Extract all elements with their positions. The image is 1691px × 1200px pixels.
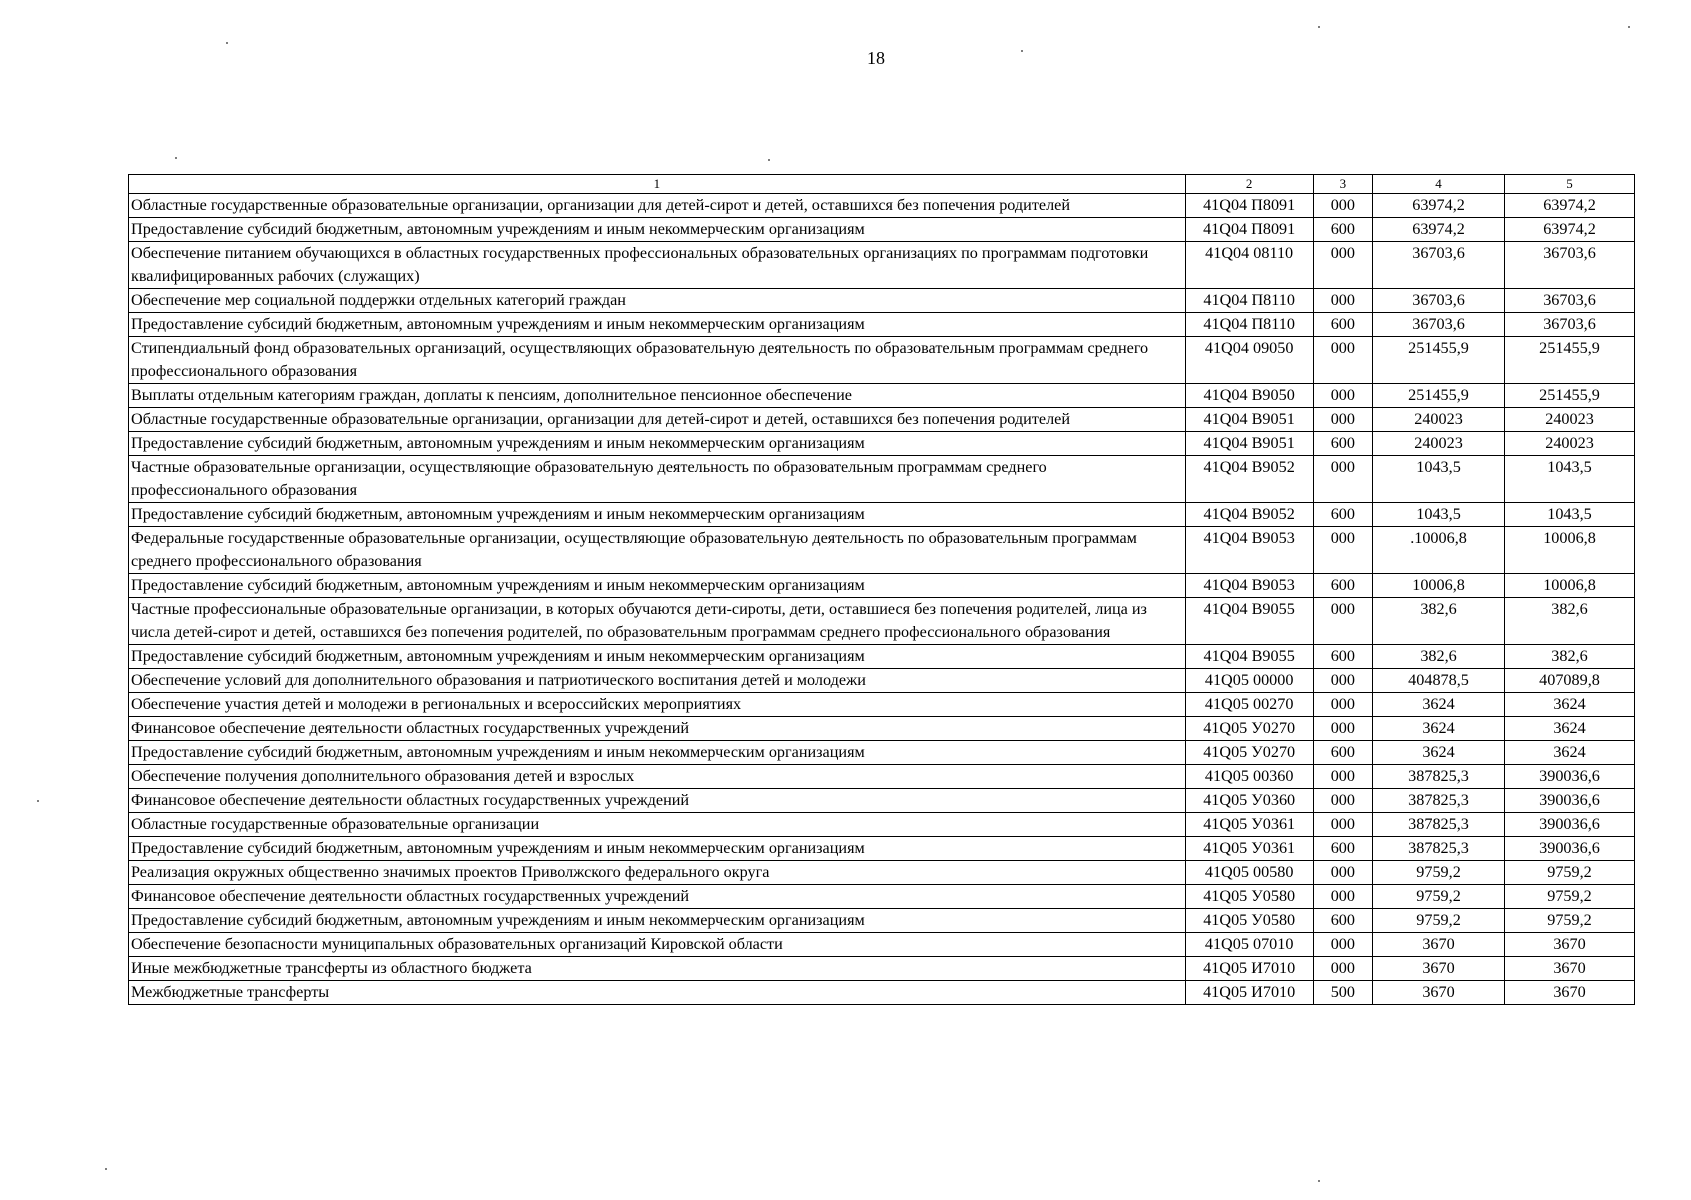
row-name-cell: Областные государственные образовательные организации <box>129 813 1186 837</box>
table-row <box>129 432 1635 456</box>
row-amount-year1-cell: 251455,9 <box>1373 384 1505 408</box>
row-amount-year1-cell: 387825,3 <box>1373 813 1505 837</box>
row-name-cell: Финансовое обеспечение деятельности областных государственных учреждений <box>129 885 1186 909</box>
row-expense-type-cell: 000 <box>1313 861 1372 885</box>
row-amount-year2-cell: 36703,6 <box>1505 242 1635 289</box>
row-amount-year1-cell: 10006,8 <box>1373 574 1505 598</box>
row-amount-year2-cell: 9759,2 <box>1505 861 1635 885</box>
row-amount-year1-cell: 382,6 <box>1373 645 1505 669</box>
row-expense-type-cell: 000 <box>1313 456 1372 503</box>
scan-speck <box>105 1168 107 1170</box>
table-row <box>129 384 1635 408</box>
row-amount-year1-cell: 240023 <box>1373 408 1505 432</box>
row-expense-type-cell: 000 <box>1313 194 1372 218</box>
row-name-cell: Иные межбюджетные трансферты из областного бюджета <box>129 957 1186 981</box>
scan-speck <box>768 159 770 161</box>
row-code-cell: 41Q04 В9051 <box>1185 408 1313 432</box>
table-row <box>129 408 1635 432</box>
row-amount-year1-cell: 3670 <box>1373 957 1505 981</box>
table-row <box>129 693 1635 717</box>
scan-speck <box>226 42 228 44</box>
scan-speck <box>1628 26 1630 28</box>
row-name-cell: Частные образовательные организации, осуществляющие образовательную деятельность по образовательным программам среднего профессионального образования <box>129 456 1186 503</box>
row-amount-year2-cell: 3624 <box>1505 741 1635 765</box>
row-code-cell: 41Q05 00360 <box>1185 765 1313 789</box>
row-amount-year2-cell: 251455,9 <box>1505 337 1635 384</box>
row-name-cell: Стипендиальный фонд образовательных организаций, осуществляющих образовательную деятельность по образовательным программам среднего профессионального образования <box>129 337 1186 384</box>
table-row <box>129 669 1635 693</box>
row-expense-type-cell: 500 <box>1313 981 1372 1005</box>
scan-speck <box>1021 50 1023 52</box>
row-code-cell: 41Q04 В9055 <box>1185 598 1313 645</box>
row-amount-year1-cell: 9759,2 <box>1373 861 1505 885</box>
row-name-cell: Предоставление субсидий бюджетным, автономным учреждениям и иным некоммерческим организациям <box>129 503 1186 527</box>
row-name-cell: Предоставление субсидий бюджетным, автономным учреждениям и иным некоммерческим организациям <box>129 313 1186 337</box>
row-code-cell: 41Q05 07010 <box>1185 933 1313 957</box>
table-row <box>129 289 1635 313</box>
page-number: 18 <box>867 48 885 68</box>
row-expense-type-cell: 000 <box>1313 289 1372 313</box>
row-amount-year1-cell: 387825,3 <box>1373 789 1505 813</box>
row-amount-year2-cell: 3670 <box>1505 957 1635 981</box>
row-amount-year2-cell: 382,6 <box>1505 598 1635 645</box>
row-name-cell: Предоставление субсидий бюджетным, автономным учреждениям и иным некоммерческим организациям <box>129 741 1186 765</box>
row-amount-year1-cell: 36703,6 <box>1373 242 1505 289</box>
table-row <box>129 503 1635 527</box>
row-amount-year1-cell: 36703,6 <box>1373 289 1505 313</box>
row-amount-year2-cell: 9759,2 <box>1505 885 1635 909</box>
table-row <box>129 337 1635 384</box>
budget-table <box>128 174 1635 1005</box>
row-code-cell: 41Q05 У0361 <box>1185 813 1313 837</box>
row-code-cell: 41Q04 В9055 <box>1185 645 1313 669</box>
row-expense-type-cell: 600 <box>1313 432 1372 456</box>
table-row <box>129 861 1635 885</box>
row-amount-year1-cell: 3624 <box>1373 717 1505 741</box>
row-expense-type-cell: 000 <box>1313 693 1372 717</box>
row-code-cell: 41Q04 В9053 <box>1185 574 1313 598</box>
row-name-cell: Обеспечение питанием обучающихся в областных государственных профессиональных образовательных организациях по программам подготовки квалифицированных рабочих (служащих) <box>129 242 1186 289</box>
scan-speck <box>1318 26 1320 28</box>
column-header-2: 2 <box>1185 175 1313 194</box>
table-row <box>129 741 1635 765</box>
row-name-cell: Обеспечение получения дополнительного образования детей и взрослых <box>129 765 1186 789</box>
row-name-cell: Финансовое обеспечение деятельности областных государственных учреждений <box>129 789 1186 813</box>
row-amount-year2-cell: 3624 <box>1505 693 1635 717</box>
row-code-cell: 41Q05 У0360 <box>1185 789 1313 813</box>
row-expense-type-cell: 600 <box>1313 503 1372 527</box>
column-header-5: 5 <box>1505 175 1635 194</box>
table-row <box>129 957 1635 981</box>
row-amount-year1-cell: 387825,3 <box>1373 765 1505 789</box>
row-name-cell: Финансовое обеспечение деятельности областных государственных учреждений <box>129 717 1186 741</box>
row-amount-year2-cell: 390036,6 <box>1505 837 1635 861</box>
row-name-cell: Предоставление субсидий бюджетным, автономным учреждениям и иным некоммерческим организациям <box>129 574 1186 598</box>
row-code-cell: 41Q04 В9052 <box>1185 456 1313 503</box>
table-row <box>129 885 1635 909</box>
table-row <box>129 645 1635 669</box>
row-expense-type-cell: 600 <box>1313 645 1372 669</box>
row-code-cell: 41Q04 П8091 <box>1185 218 1313 242</box>
row-amount-year2-cell: 240023 <box>1505 432 1635 456</box>
row-code-cell: 41Q05 У0270 <box>1185 741 1313 765</box>
row-name-cell: Обеспечение безопасности муниципальных образовательных организаций Кировской области <box>129 933 1186 957</box>
row-code-cell: 41Q04 В9053 <box>1185 527 1313 574</box>
row-amount-year1-cell: 3670 <box>1373 981 1505 1005</box>
header-row <box>129 175 1635 194</box>
row-amount-year2-cell: 3670 <box>1505 933 1635 957</box>
row-expense-type-cell: 600 <box>1313 837 1372 861</box>
scan-speck <box>37 800 39 802</box>
table-row <box>129 598 1635 645</box>
row-amount-year1-cell: 404878,5 <box>1373 669 1505 693</box>
row-code-cell: 41Q05 И7010 <box>1185 957 1313 981</box>
row-expense-type-cell: 000 <box>1313 669 1372 693</box>
table-row <box>129 456 1635 503</box>
row-expense-type-cell: 000 <box>1313 789 1372 813</box>
row-amount-year1-cell: 3624 <box>1373 741 1505 765</box>
row-code-cell: 41Q05 У0361 <box>1185 837 1313 861</box>
row-expense-type-cell: 000 <box>1313 957 1372 981</box>
table-row <box>129 981 1635 1005</box>
row-amount-year1-cell: 251455,9 <box>1373 337 1505 384</box>
table-row <box>129 813 1635 837</box>
row-amount-year1-cell: .10006,8 <box>1373 527 1505 574</box>
row-amount-year2-cell: 390036,6 <box>1505 765 1635 789</box>
row-code-cell: 41Q04 В9052 <box>1185 503 1313 527</box>
table-row <box>129 837 1635 861</box>
row-expense-type-cell: 000 <box>1313 337 1372 384</box>
row-expense-type-cell: 600 <box>1313 313 1372 337</box>
row-expense-type-cell: 600 <box>1313 909 1372 933</box>
row-amount-year1-cell: 3670 <box>1373 933 1505 957</box>
row-name-cell: Выплаты отдельным категориям граждан, доплаты к пенсиям, дополнительное пенсионное обеспечение <box>129 384 1186 408</box>
row-code-cell: 41Q05 У0580 <box>1185 909 1313 933</box>
table-body <box>129 194 1635 1005</box>
row-name-cell: Обеспечение условий для дополнительного образования и патриотического воспитания детей и молодежи <box>129 669 1186 693</box>
column-header-3: 3 <box>1313 175 1372 194</box>
row-amount-year1-cell: 382,6 <box>1373 598 1505 645</box>
row-name-cell: Областные государственные образовательные организации, организации для детей-сирот и детей, оставшихся без попечения родителей <box>129 408 1186 432</box>
table-row <box>129 194 1635 218</box>
row-amount-year1-cell: 1043,5 <box>1373 503 1505 527</box>
row-name-cell: Реализация окружных общественно значимых проектов Приволжского федерального округа <box>129 861 1186 885</box>
row-expense-type-cell: 600 <box>1313 574 1372 598</box>
row-amount-year1-cell: 240023 <box>1373 432 1505 456</box>
table-row <box>129 933 1635 957</box>
row-amount-year2-cell: 3670 <box>1505 981 1635 1005</box>
table-row <box>129 765 1635 789</box>
table-row <box>129 574 1635 598</box>
row-code-cell: 41Q05 00580 <box>1185 861 1313 885</box>
row-name-cell: Предоставление субсидий бюджетным, автономным учреждениям и иным некоммерческим организациям <box>129 837 1186 861</box>
row-amount-year1-cell: 9759,2 <box>1373 885 1505 909</box>
row-amount-year2-cell: 382,6 <box>1505 645 1635 669</box>
row-amount-year2-cell: 240023 <box>1505 408 1635 432</box>
row-code-cell: 41Q05 00000 <box>1185 669 1313 693</box>
row-amount-year2-cell: 251455,9 <box>1505 384 1635 408</box>
row-name-cell: Областные государственные образовательные организации, организации для детей-сирот и детей, оставшихся без попечения родителей <box>129 194 1186 218</box>
row-amount-year1-cell: 1043,5 <box>1373 456 1505 503</box>
row-name-cell: Предоставление субсидий бюджетным, автономным учреждениям и иным некоммерческим организациям <box>129 645 1186 669</box>
row-expense-type-cell: 000 <box>1313 384 1372 408</box>
row-amount-year2-cell: 390036,6 <box>1505 813 1635 837</box>
row-code-cell: 41Q04 09050 <box>1185 337 1313 384</box>
table-row <box>129 242 1635 289</box>
row-amount-year2-cell: 36703,6 <box>1505 313 1635 337</box>
row-expense-type-cell: 000 <box>1313 598 1372 645</box>
row-code-cell: 41Q04 В9051 <box>1185 432 1313 456</box>
column-header-4: 4 <box>1373 175 1505 194</box>
row-name-cell: Обеспечение мер социальной поддержки отдельных категорий граждан <box>129 289 1186 313</box>
table-row <box>129 909 1635 933</box>
row-name-cell: Федеральные государственные образовательные организации, осуществляющие образовательную деятельность по образовательным программам среднего профессионального образования <box>129 527 1186 574</box>
row-name-cell: Предоставление субсидий бюджетным, автономным учреждениям и иным некоммерческим организациям <box>129 432 1186 456</box>
row-code-cell: 41Q04 08110 <box>1185 242 1313 289</box>
row-amount-year1-cell: 3624 <box>1373 693 1505 717</box>
row-code-cell: 41Q04 П8110 <box>1185 289 1313 313</box>
row-amount-year1-cell: 63974,2 <box>1373 218 1505 242</box>
row-amount-year2-cell: 9759,2 <box>1505 909 1635 933</box>
row-code-cell: 41Q05 У0580 <box>1185 885 1313 909</box>
row-amount-year2-cell: 1043,5 <box>1505 456 1635 503</box>
row-name-cell: Предоставление субсидий бюджетным, автономным учреждениям и иным некоммерческим организациям <box>129 218 1186 242</box>
row-amount-year2-cell: 36703,6 <box>1505 289 1635 313</box>
row-name-cell: Обеспечение участия детей и молодежи в региональных и всероссийских мероприятиях <box>129 693 1186 717</box>
scan-speck <box>1318 1180 1320 1182</box>
row-name-cell: Предоставление субсидий бюджетным, автономным учреждениям и иным некоммерческим организациям <box>129 909 1186 933</box>
row-expense-type-cell: 000 <box>1313 408 1372 432</box>
table-row <box>129 527 1635 574</box>
row-name-cell: Частные профессиональные образовательные организации, в которых обучаются дети-сироты, дети, оставшиеся без попечения родителей, лица из числа детей-сирот и детей, оставшихся без попечения родителей, по образовательным программам среднего профессионального образования <box>129 598 1186 645</box>
table-row <box>129 717 1635 741</box>
row-code-cell: 41Q05 И7010 <box>1185 981 1313 1005</box>
row-code-cell: 41Q04 П8110 <box>1185 313 1313 337</box>
row-amount-year2-cell: 1043,5 <box>1505 503 1635 527</box>
row-code-cell: 41Q04 В9050 <box>1185 384 1313 408</box>
table-row <box>129 789 1635 813</box>
row-name-cell: Межбюджетные трансферты <box>129 981 1186 1005</box>
row-expense-type-cell: 000 <box>1313 933 1372 957</box>
row-amount-year1-cell: 9759,2 <box>1373 909 1505 933</box>
row-amount-year1-cell: 36703,6 <box>1373 313 1505 337</box>
row-expense-type-cell: 000 <box>1313 885 1372 909</box>
row-amount-year1-cell: 387825,3 <box>1373 837 1505 861</box>
row-expense-type-cell: 000 <box>1313 765 1372 789</box>
row-amount-year2-cell: 407089,8 <box>1505 669 1635 693</box>
row-code-cell: 41Q04 П8091 <box>1185 194 1313 218</box>
row-expense-type-cell: 600 <box>1313 218 1372 242</box>
row-expense-type-cell: 600 <box>1313 741 1372 765</box>
column-header-1: 1 <box>129 175 1186 194</box>
row-code-cell: 41Q05 У0270 <box>1185 717 1313 741</box>
row-amount-year2-cell: 63974,2 <box>1505 194 1635 218</box>
table-row <box>129 218 1635 242</box>
row-amount-year1-cell: 63974,2 <box>1373 194 1505 218</box>
table-row <box>129 313 1635 337</box>
row-amount-year2-cell: 390036,6 <box>1505 789 1635 813</box>
row-code-cell: 41Q05 00270 <box>1185 693 1313 717</box>
row-amount-year2-cell: 3624 <box>1505 717 1635 741</box>
row-expense-type-cell: 000 <box>1313 527 1372 574</box>
row-expense-type-cell: 000 <box>1313 242 1372 289</box>
scan-speck <box>175 157 177 159</box>
row-amount-year2-cell: 10006,8 <box>1505 574 1635 598</box>
row-expense-type-cell: 000 <box>1313 813 1372 837</box>
row-expense-type-cell: 000 <box>1313 717 1372 741</box>
row-amount-year2-cell: 10006,8 <box>1505 527 1635 574</box>
row-amount-year2-cell: 63974,2 <box>1505 218 1635 242</box>
